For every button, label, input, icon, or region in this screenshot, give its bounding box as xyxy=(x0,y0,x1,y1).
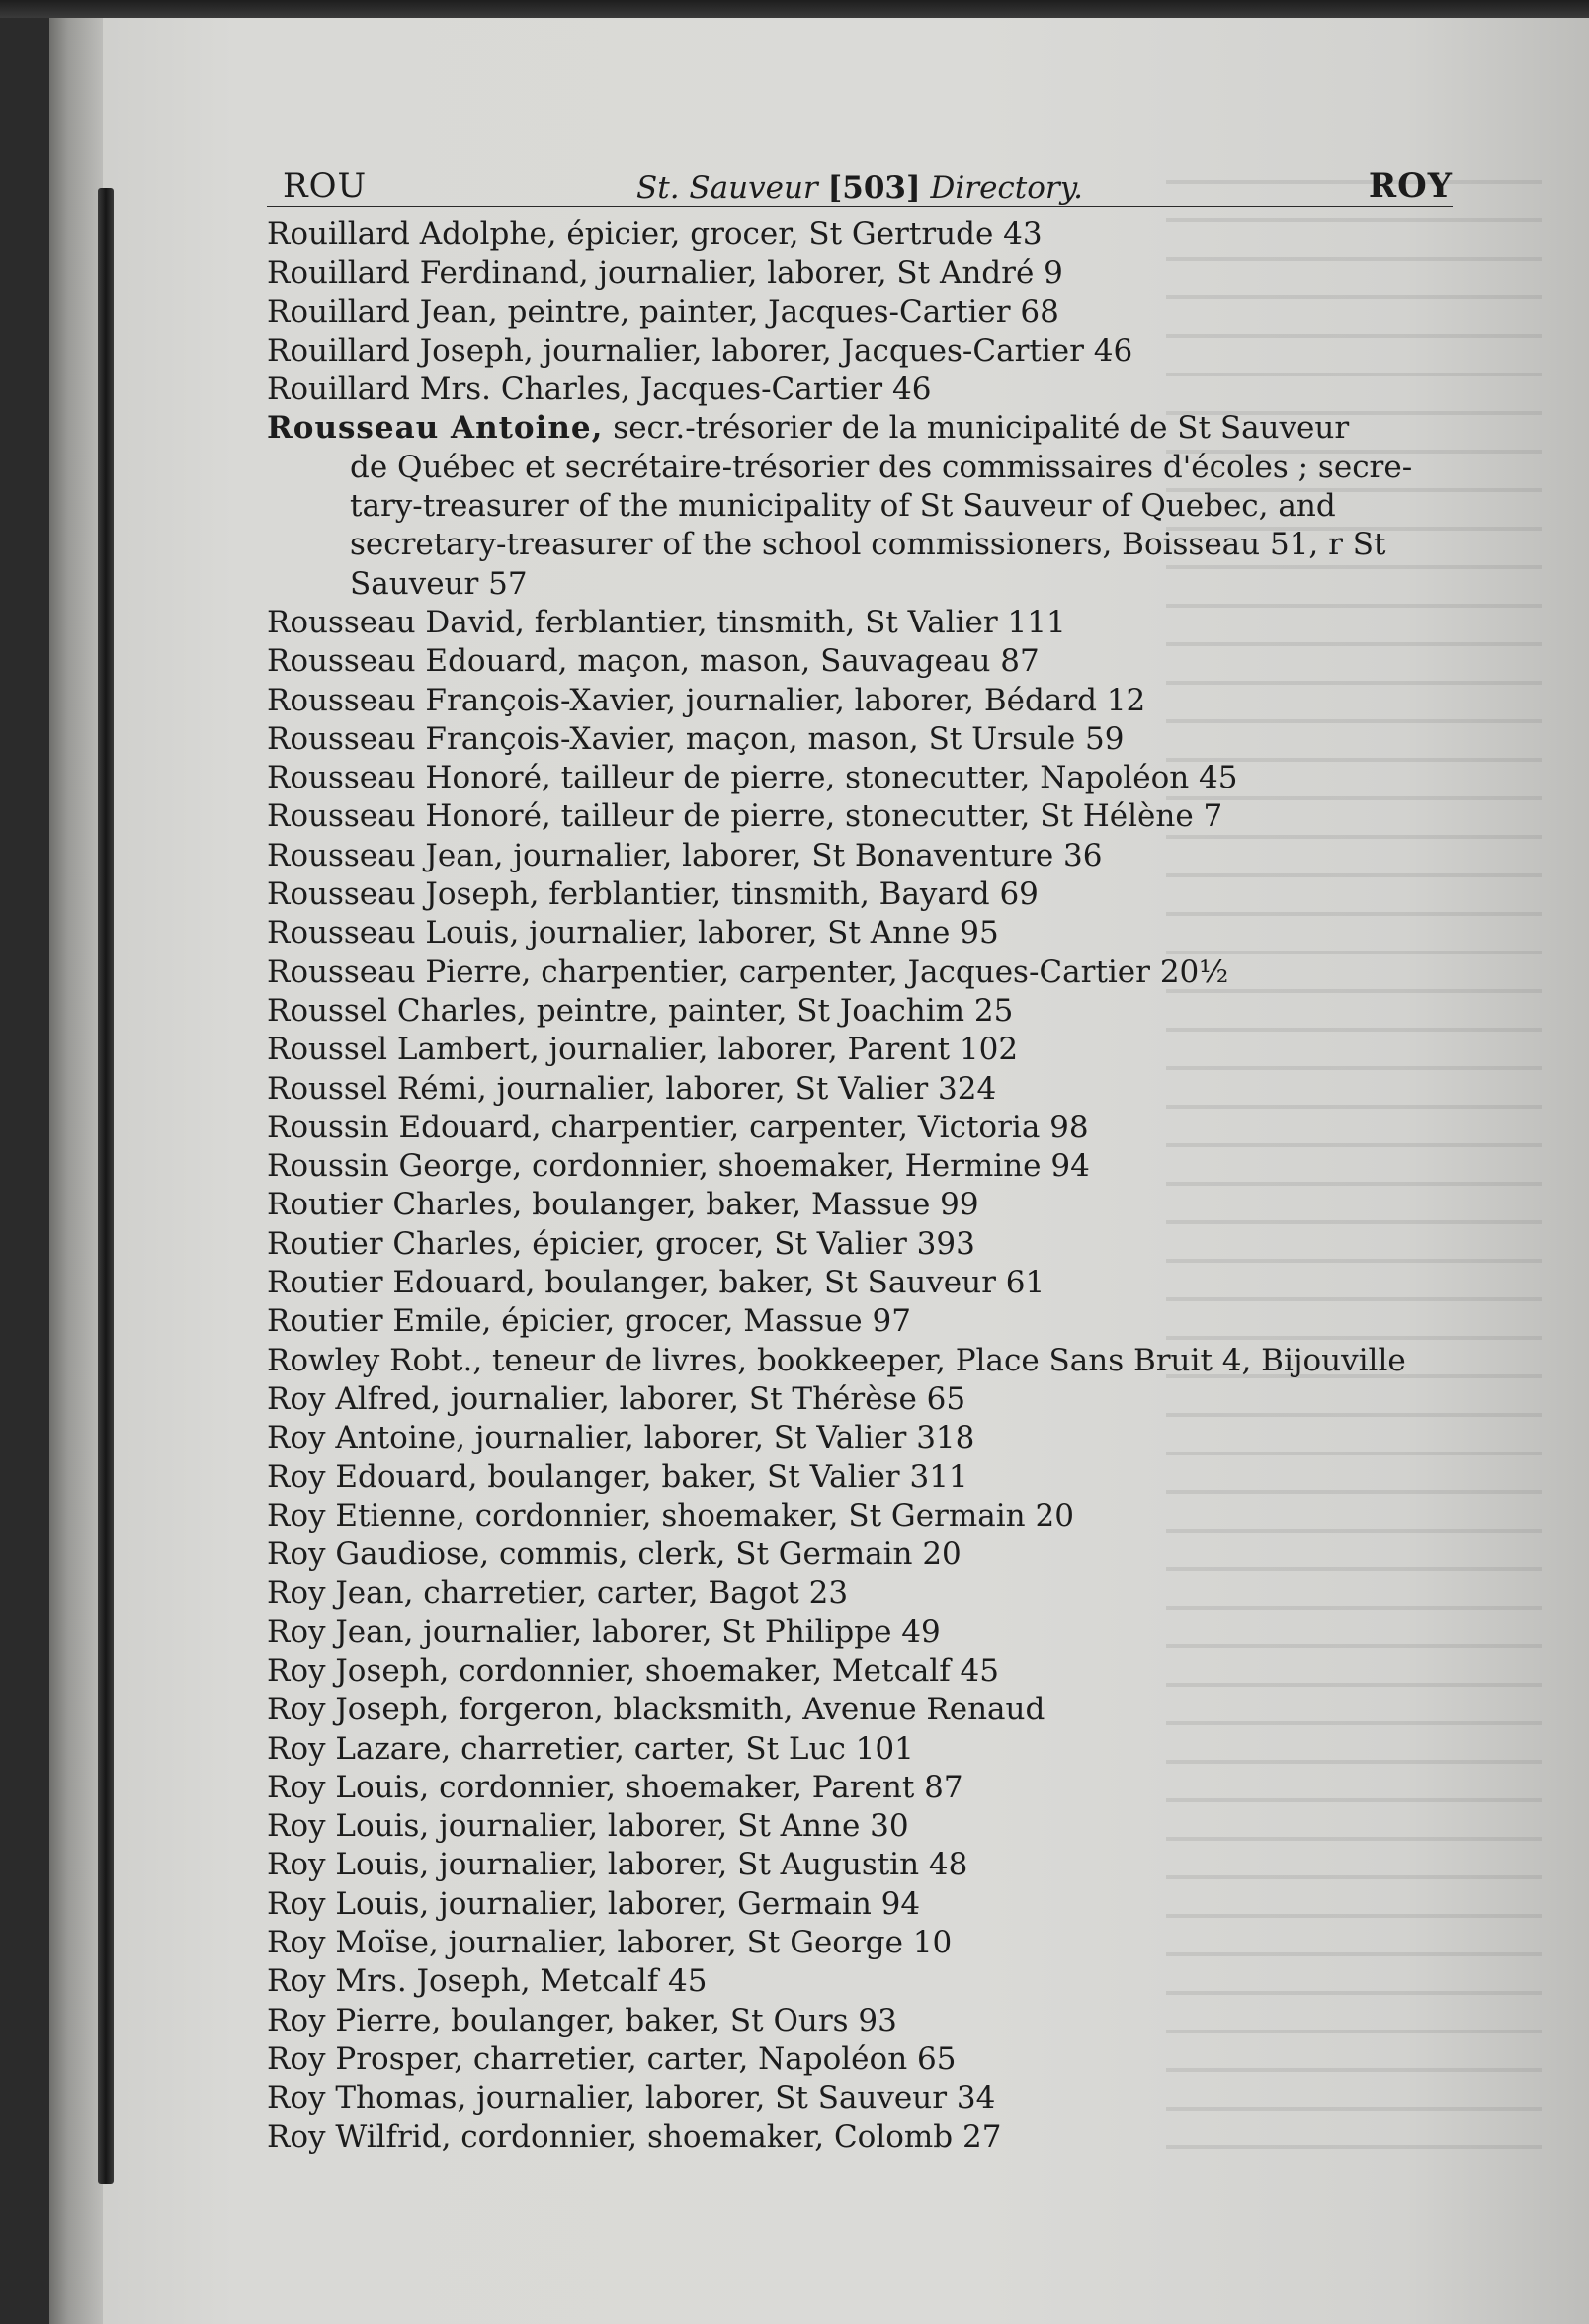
directory-entry: Rousseau Honoré, tailleur de pierre, stonecutter, Napoléon 45 xyxy=(267,760,1238,796)
header-title-pre: St. Sauveur xyxy=(636,170,828,206)
directory-entry: Roy Pierre, boulanger, baker, St Ours 93 xyxy=(267,2002,897,2038)
directory-entry: Roy Louis, journalier, laborer, St Augustin 48 xyxy=(267,1847,968,1883)
directory-entry: Roussel Charles, peintre, painter, St Joachim 25 xyxy=(267,992,1014,1029)
directory-entry: Roussel Lambert, journalier, laborer, Parent 102 xyxy=(267,1032,1019,1068)
directory-entry: Roy Joseph, forgeron, blacksmith, Avenue Renaud xyxy=(267,1692,1045,1728)
directory-entry: Roy Prosper, charretier, carter, Napoléon 65 xyxy=(267,2040,957,2077)
directory-entry: Rousseau Pierre, charpentier, carpenter, Jacques-Cartier 20½ xyxy=(267,954,1229,990)
directory-entry: Rousseau Honoré, tailleur de pierre, stonecutter, St Hélène 7 xyxy=(267,798,1223,835)
header-left-guide-word: ROU xyxy=(283,166,368,206)
directory-entry: Routier Charles, boulanger, baker, Massue 99 xyxy=(267,1187,979,1223)
directory-entry: Roy Joseph, cordonnier, shoemaker, Metcalf 45 xyxy=(267,1652,999,1689)
directory-entry: Rowley Robt., teneur de livres, bookkeeper, Place Sans Bruit 4, Bijouville xyxy=(267,1342,1406,1378)
featured-entry xyxy=(267,409,1453,448)
featured-entry-continuation: de Québec et secrétaire-trésorier des commissaires d'écoles ; secre- xyxy=(350,449,1413,485)
directory-entry: Rouillard Joseph, journalier, laborer, Jacques-Cartier 46 xyxy=(267,332,1133,369)
directory-entry: Roy Edouard, boulanger, baker, St Valier 311 xyxy=(267,1458,968,1495)
directory-entry: Roy Alfred, journalier, laborer, St Thérèse 65 xyxy=(267,1380,966,1417)
featured-entry-continuation: Sauveur 57 xyxy=(350,565,528,602)
directory-entry: Rousseau Joseph, ferblantier, tinsmith, Bayard 69 xyxy=(267,876,1039,913)
featured-entry-continuation: secretary-treasurer of the school commissioners, Boisseau 51, r St xyxy=(350,527,1386,563)
directory-entry: Roy Louis, journalier, laborer, St Anne 30 xyxy=(267,1808,909,1845)
directory-entry: Roy Mrs. Joseph, Metcalf 45 xyxy=(267,1963,708,2000)
featured-entry-name: Rousseau Antoine, xyxy=(267,410,604,447)
header-title-post: Directory. xyxy=(920,170,1083,206)
directory-entry: Roy Etienne, cordonnier, shoemaker, St Germain 20 xyxy=(267,1497,1074,1534)
directory-entry: Roy Jean, charretier, carter, Bagot 23 xyxy=(267,1575,849,1612)
directory-entry: Roy Wilfrid, cordonnier, shoemaker, Colomb 27 xyxy=(267,2118,1002,2155)
page-binding-shadow xyxy=(49,18,103,2324)
directory-entry: Rousseau François-Xavier, maçon, mason, St Ursule 59 xyxy=(267,720,1125,757)
directory-entry: Roussin George, cordonnier, shoemaker, Hermine 94 xyxy=(267,1148,1090,1185)
directory-entry: Roy Louis, cordonnier, shoemaker, Parent 87 xyxy=(267,1769,963,1805)
page-text-block xyxy=(267,148,1453,2157)
directory-entry: Routier Emile, épicier, grocer, Massue 97 xyxy=(267,1303,911,1340)
directory-entry: Roy Lazare, charretier, carter, St Luc 101 xyxy=(267,1730,914,1767)
directory-entry: Rousseau François-Xavier, journalier, laborer, Bédard 12 xyxy=(267,682,1146,718)
directory-entry: Roussel Rémi, journalier, laborer, St Valier 324 xyxy=(267,1070,997,1107)
page-number: [503] xyxy=(827,170,921,206)
directory-entry: Rouillard Jean, peintre, painter, Jacques-Cartier 68 xyxy=(267,293,1059,330)
directory-entry: Rousseau Edouard, maçon, mason, Sauvageau 87 xyxy=(267,643,1040,680)
featured-entry-line1: secr.-trésorier de la municipalité de St Sauveur xyxy=(603,410,1350,447)
directory-entry: Roy Moïse, journalier, laborer, St George 10 xyxy=(267,1925,953,1961)
directory-entry: Rouillard Ferdinand, journalier, laborer, St André 9 xyxy=(267,255,1063,291)
directory-entry: Routier Charles, épicier, grocer, St Valier 393 xyxy=(267,1225,975,1262)
header-right-guide-word: ROY xyxy=(1368,166,1453,206)
directory-entry: Rousseau Jean, journalier, laborer, St Bonaventure 36 xyxy=(267,837,1103,873)
featured-entry-continuation: tary-treasurer of the municipality of St Sauveur of Quebec, and xyxy=(350,488,1336,525)
header-title xyxy=(267,170,1453,206)
scan-top-edge xyxy=(0,0,1589,18)
directory-entry: Roy Louis, journalier, laborer, Germain 94 xyxy=(267,1885,921,1922)
running-header xyxy=(267,148,1453,208)
directory-entry: Rouillard Mrs. Charles, Jacques-Cartier 46 xyxy=(267,372,932,408)
directory-entry: Routier Edouard, boulanger, baker, St Sauveur 61 xyxy=(267,1265,1045,1301)
directory-entries xyxy=(267,215,1453,2157)
directory-entry: Rousseau David, ferblantier, tinsmith, St Valier 111 xyxy=(267,604,1066,640)
directory-entry: Roussin Edouard, charpentier, carpenter, Victoria 98 xyxy=(267,1109,1089,1145)
directory-entry: Roy Gaudiose, commis, clerk, St Germain 20 xyxy=(267,1536,962,1573)
directory-entry: Roy Antoine, journalier, laborer, St Valier 318 xyxy=(267,1420,975,1456)
binding-thread xyxy=(98,188,114,2184)
directory-entry: Rouillard Adolphe, épicier, grocer, St Gertrude 43 xyxy=(267,216,1043,252)
directory-entry: Roy Jean, journalier, laborer, St Philippe 49 xyxy=(267,1614,941,1650)
directory-entry: Rousseau Louis, journalier, laborer, St Anne 95 xyxy=(267,915,999,952)
directory-entry: Roy Thomas, journalier, laborer, St Sauveur 34 xyxy=(267,2080,996,2116)
